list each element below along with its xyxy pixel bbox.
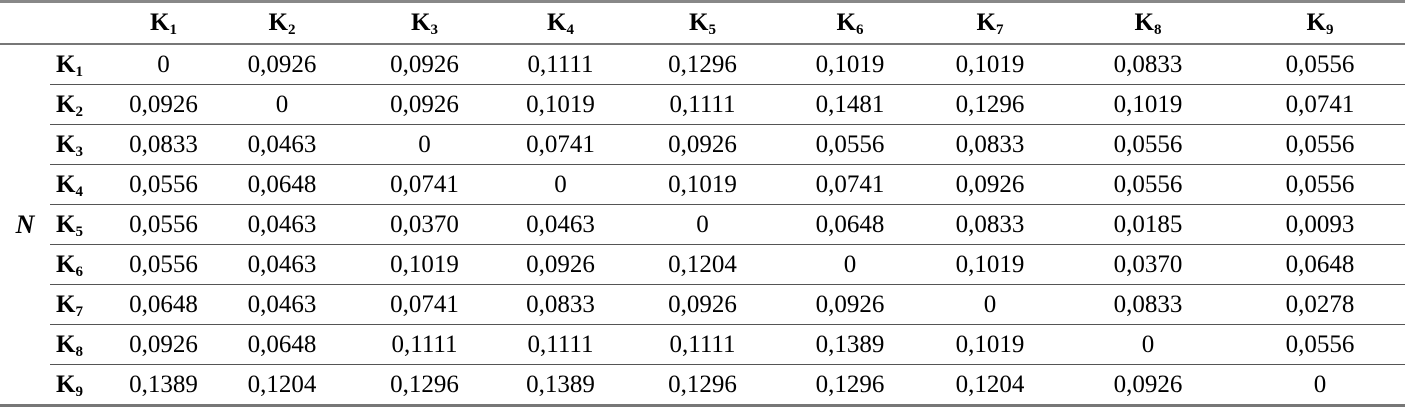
table-cell: 0,0926 bbox=[497, 245, 624, 285]
table-cell: 0,1019 bbox=[919, 245, 1061, 285]
table-cell: 0,1019 bbox=[919, 44, 1061, 85]
table-cell: 0,0278 bbox=[1235, 285, 1405, 325]
label-base: K bbox=[1306, 9, 1326, 36]
table-cell: 0,0833 bbox=[115, 125, 212, 165]
table-cell: 0,0463 bbox=[497, 205, 624, 245]
label-base: K bbox=[976, 9, 996, 36]
table-cell: 0,1019 bbox=[781, 44, 919, 85]
table-cell: 0,0556 bbox=[115, 245, 212, 285]
table-cell: 0,0556 bbox=[1235, 125, 1405, 165]
row-label bbox=[50, 205, 115, 245]
table-row bbox=[0, 285, 1405, 325]
row-label bbox=[50, 125, 115, 165]
table-cell: 0,1296 bbox=[352, 365, 497, 406]
table-cell: 0 bbox=[1235, 365, 1405, 406]
table-cell: 0 bbox=[781, 245, 919, 285]
column-header bbox=[781, 2, 919, 45]
column-header bbox=[497, 2, 624, 45]
table-cell: 0,0926 bbox=[352, 44, 497, 85]
column-header bbox=[212, 2, 352, 45]
table-cell: 0,1296 bbox=[624, 44, 781, 85]
header-row bbox=[0, 2, 1405, 45]
table-cell: 0,1204 bbox=[624, 245, 781, 285]
label-subscript: 5 bbox=[75, 223, 83, 240]
table-row bbox=[0, 245, 1405, 285]
table-cell: 0,0926 bbox=[624, 125, 781, 165]
table-cell: 0,0926 bbox=[212, 44, 352, 85]
table-cell: 0,1019 bbox=[624, 165, 781, 205]
table-cell: 0,1389 bbox=[497, 365, 624, 406]
table-cell: 0,0648 bbox=[212, 165, 352, 205]
table-cell: 0,0833 bbox=[1061, 44, 1235, 85]
table-cell: 0,0741 bbox=[781, 165, 919, 205]
table-row bbox=[0, 85, 1405, 125]
row-label bbox=[50, 165, 115, 205]
column-header bbox=[352, 2, 497, 45]
table-cell: 0,0926 bbox=[115, 85, 212, 125]
label-subscript: 8 bbox=[1153, 22, 1162, 38]
table-cell: 0,0833 bbox=[497, 285, 624, 325]
column-header bbox=[1061, 2, 1235, 45]
label-base: K bbox=[56, 130, 76, 158]
label-subscript: 5 bbox=[708, 22, 716, 38]
table-cell: 0,1111 bbox=[497, 44, 624, 85]
corner-cell bbox=[50, 2, 115, 45]
table-cell: 0,1389 bbox=[115, 365, 212, 406]
row-group-label: N bbox=[0, 44, 50, 406]
table-row bbox=[0, 125, 1405, 165]
label-subscript: 7 bbox=[995, 22, 1004, 38]
table-cell: 0,0556 bbox=[1061, 125, 1235, 165]
label-subscript: 2 bbox=[75, 103, 83, 120]
label-subscript: 3 bbox=[75, 143, 83, 160]
row-label bbox=[50, 44, 115, 85]
label-subscript: 9 bbox=[1325, 22, 1334, 38]
label-base: K bbox=[547, 9, 567, 36]
table-cell: 0,0741 bbox=[1235, 85, 1405, 125]
table-cell: 0,0926 bbox=[115, 325, 212, 365]
table-cell: 0,1389 bbox=[781, 325, 919, 365]
label-base: K bbox=[56, 50, 76, 78]
label-subscript: 7 bbox=[75, 303, 83, 320]
table-cell: 0,0741 bbox=[352, 285, 497, 325]
label-base: K bbox=[56, 90, 76, 118]
table-cell: 0,1111 bbox=[624, 325, 781, 365]
column-header bbox=[115, 2, 212, 45]
label-subscript: 9 bbox=[75, 383, 83, 400]
table-cell: 0,1296 bbox=[781, 365, 919, 406]
table-cell: 0,0463 bbox=[212, 285, 352, 325]
table-cell: 0,0185 bbox=[1061, 205, 1235, 245]
table-cell: 0,0648 bbox=[781, 205, 919, 245]
table-cell: 0,0463 bbox=[212, 125, 352, 165]
label-subscript: 4 bbox=[566, 22, 574, 38]
table-cell: 0,1481 bbox=[781, 85, 919, 125]
table-cell: 0,0741 bbox=[352, 165, 497, 205]
label-subscript: 2 bbox=[287, 22, 296, 38]
table-cell: 0,0833 bbox=[919, 205, 1061, 245]
table-cell: 0,0556 bbox=[1235, 44, 1405, 85]
table-cell: 0,1111 bbox=[624, 85, 781, 125]
row-label bbox=[50, 325, 115, 365]
label-subscript: 6 bbox=[855, 22, 864, 38]
table-cell: 0,0833 bbox=[1061, 285, 1235, 325]
label-base: K bbox=[56, 290, 76, 318]
table-row bbox=[0, 325, 1405, 365]
table-cell: 0,0556 bbox=[115, 165, 212, 205]
label-base: K bbox=[689, 9, 709, 36]
row-label bbox=[50, 245, 115, 285]
table-cell: 0 bbox=[212, 85, 352, 125]
label-subscript: 8 bbox=[75, 343, 83, 360]
table-cell: 0,0926 bbox=[352, 85, 497, 125]
table-cell: 0,1296 bbox=[624, 365, 781, 406]
table-cell: 0 bbox=[919, 285, 1061, 325]
table-row bbox=[0, 365, 1405, 406]
table-cell: 0,0370 bbox=[352, 205, 497, 245]
table-cell: 0 bbox=[1061, 325, 1235, 365]
table-cell: 0,0648 bbox=[1235, 245, 1405, 285]
table-cell: 0,0648 bbox=[212, 325, 352, 365]
label-subscript: 3 bbox=[430, 22, 438, 38]
label-base: K bbox=[268, 9, 288, 36]
table-cell: 0,0556 bbox=[1061, 165, 1235, 205]
table-cell: 0,0556 bbox=[1235, 165, 1405, 205]
table-cell: 0,0463 bbox=[212, 205, 352, 245]
label-subscript: 6 bbox=[75, 263, 83, 280]
table-header bbox=[0, 2, 1405, 45]
table-cell: 0,0926 bbox=[781, 285, 919, 325]
label-base: K bbox=[150, 9, 170, 36]
column-header bbox=[624, 2, 781, 45]
table-body bbox=[0, 44, 1405, 406]
table-cell: 0,1296 bbox=[919, 85, 1061, 125]
row-label bbox=[50, 365, 115, 406]
table-row bbox=[0, 205, 1405, 245]
table-cell: 0,1019 bbox=[497, 85, 624, 125]
table-cell: 0 bbox=[624, 205, 781, 245]
label-base: K bbox=[411, 9, 431, 36]
label-base: K bbox=[56, 210, 76, 238]
column-header bbox=[1235, 2, 1405, 45]
table-cell: 0,1111 bbox=[352, 325, 497, 365]
table-cell: 0,1204 bbox=[919, 365, 1061, 406]
label-subscript: 4 bbox=[75, 183, 83, 200]
row-label bbox=[50, 85, 115, 125]
table-cell: 0 bbox=[497, 165, 624, 205]
table-cell: 0,0926 bbox=[919, 165, 1061, 205]
table-cell: 0,1019 bbox=[919, 325, 1061, 365]
table-row bbox=[0, 165, 1405, 205]
table-cell: 0,0648 bbox=[115, 285, 212, 325]
row-label bbox=[50, 285, 115, 325]
table-cell: 0,0370 bbox=[1061, 245, 1235, 285]
column-header bbox=[919, 2, 1061, 45]
label-subscript: 1 bbox=[169, 22, 177, 38]
table-cell: 0,0741 bbox=[497, 125, 624, 165]
table-cell: 0,0463 bbox=[212, 245, 352, 285]
table-cell: 0,1019 bbox=[1061, 85, 1235, 125]
label-base: K bbox=[1134, 9, 1154, 36]
table-cell: 0,0926 bbox=[1061, 365, 1235, 406]
label-base: K bbox=[56, 250, 76, 278]
corner-cell bbox=[0, 2, 50, 45]
label-base: K bbox=[836, 9, 856, 36]
table-cell: 0 bbox=[115, 44, 212, 85]
table-cell: 0,0556 bbox=[1235, 325, 1405, 365]
table-cell: 0,1204 bbox=[212, 365, 352, 406]
table-cell: 0 bbox=[352, 125, 497, 165]
label-base: K bbox=[56, 330, 76, 358]
table-row bbox=[0, 44, 1405, 85]
table-cell: 0,0556 bbox=[115, 205, 212, 245]
table-cell: 0,0926 bbox=[624, 285, 781, 325]
table-cell: 0,0093 bbox=[1235, 205, 1405, 245]
table-cell: 0,0556 bbox=[781, 125, 919, 165]
label-base: K bbox=[56, 170, 76, 198]
label-subscript: 1 bbox=[75, 63, 83, 80]
table-cell: 0,1111 bbox=[497, 325, 624, 365]
label-base: K bbox=[56, 370, 76, 398]
table-cell: 0,1019 bbox=[352, 245, 497, 285]
table-cell: 0,0833 bbox=[919, 125, 1061, 165]
